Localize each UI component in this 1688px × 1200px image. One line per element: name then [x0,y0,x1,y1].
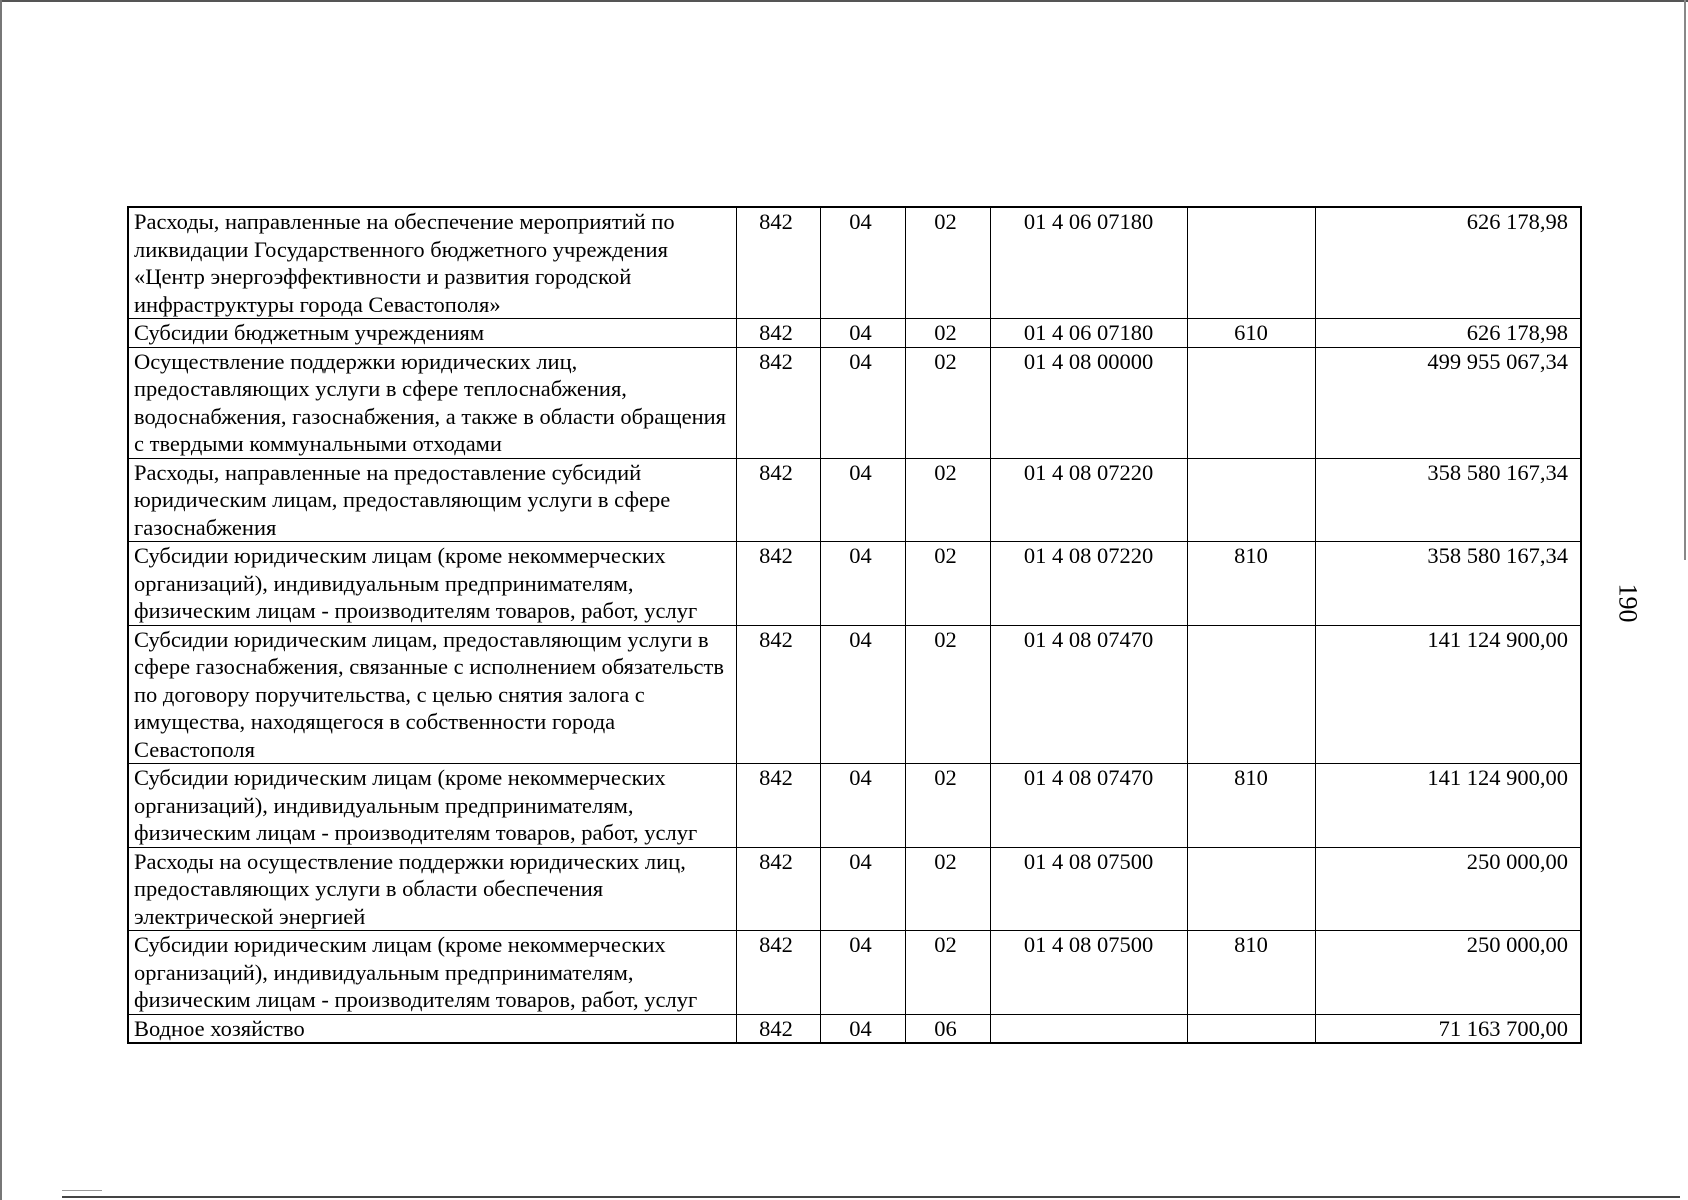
scan-edge-left [0,0,2,1200]
grbs-code-cell: 842 [736,847,820,931]
amount-cell: 358 580 167,34 [1315,542,1581,626]
subsection-code-cell: 02 [905,542,990,626]
subsection-code-cell: 02 [905,347,990,458]
grbs-code-cell: 842 [736,931,820,1015]
amount-cell: 250 000,00 [1315,847,1581,931]
table-row [128,319,1581,348]
section-code-cell: 04 [820,542,905,626]
expense-name-cell: Расходы на осуществление поддержки юридических лиц, предоставляющих услуги в области обеспечения электрической энергией [128,847,736,931]
subsection-code-cell: 02 [905,764,990,848]
grbs-code-cell: 842 [736,542,820,626]
table-body [128,207,1581,1043]
grbs-code-cell: 842 [736,458,820,542]
subsection-code-cell: 06 [905,1014,990,1043]
page-number: 190 [1613,583,1643,623]
target-article-cell: 01 4 06 07180 [990,319,1187,348]
expense-type-cell: 810 [1187,764,1315,848]
expense-name-cell: Субсидии бюджетным учреждениям [128,319,736,348]
amount-cell: 71 163 700,00 [1315,1014,1581,1043]
table-row [128,207,1581,319]
target-article-cell: 01 4 08 07500 [990,931,1187,1015]
subsection-code-cell: 02 [905,207,990,319]
expense-name-cell: Расходы, направленные на обеспечение мероприятий по ликвидации Государственного бюджетного учреждения «Центр энергоэффективности и развития городской инфраструктуры города Севастополя» [128,207,736,319]
table-row [128,1014,1581,1043]
section-code-cell: 04 [820,847,905,931]
amount-cell: 499 955 067,34 [1315,347,1581,458]
target-article-cell: 01 4 06 07180 [990,207,1187,319]
section-code-cell: 04 [820,207,905,319]
expense-type-cell: 610 [1187,319,1315,348]
expense-type-cell [1187,847,1315,931]
target-article-cell: 01 4 08 07470 [990,764,1187,848]
section-code-cell: 04 [820,347,905,458]
expense-name-cell: Субсидии юридическим лицам (кроме некоммерческих организаций), индивидуальным предпринимателям, физическим лицам - производителям товаров, работ, услуг [128,931,736,1015]
target-article-cell [990,1014,1187,1043]
scan-line-bottom-short [62,1190,102,1191]
subsection-code-cell: 02 [905,847,990,931]
expense-type-cell [1187,1014,1315,1043]
expense-type-cell [1187,625,1315,764]
table-row [128,458,1581,542]
grbs-code-cell: 842 [736,347,820,458]
expense-type-cell [1187,347,1315,458]
expense-name-cell: Субсидии юридическим лицам, предоставляющим услуги в сфере газоснабжения, связанные с исполнением обязательств по договору поручительства, с целью снятия залога с имущества, находящегося в собственности города Севастополя [128,625,736,764]
expense-type-cell [1187,207,1315,319]
table-row [128,625,1581,764]
expense-name-cell: Осуществление поддержки юридических лиц, предоставляющих услуги в сфере теплоснабжения, водоснабжения, газоснабжения, а также в области обращения с твердыми коммунальными отходами [128,347,736,458]
amount-cell: 626 178,98 [1315,319,1581,348]
target-article-cell: 01 4 08 07220 [990,542,1187,626]
amount-cell: 250 000,00 [1315,931,1581,1015]
target-article-cell: 01 4 08 07470 [990,625,1187,764]
table-row [128,347,1581,458]
section-code-cell: 04 [820,764,905,848]
budget-table [127,206,1582,1044]
grbs-code-cell: 842 [736,319,820,348]
grbs-code-cell: 842 [736,207,820,319]
expense-name-cell: Субсидии юридическим лицам (кроме некоммерческих организаций), индивидуальным предпринимателям, физическим лицам - производителям товаров, работ, услуг [128,542,736,626]
section-code-cell: 04 [820,458,905,542]
amount-cell: 141 124 900,00 [1315,625,1581,764]
target-article-cell: 01 4 08 07220 [990,458,1187,542]
grbs-code-cell: 842 [736,625,820,764]
grbs-code-cell: 842 [736,764,820,848]
expense-type-cell [1187,458,1315,542]
target-article-cell: 01 4 08 00000 [990,347,1187,458]
amount-cell: 141 124 900,00 [1315,764,1581,848]
expense-name-cell: Субсидии юридическим лицам (кроме некоммерческих организаций), индивидуальным предпринимателям, физическим лицам - производителям товаров, работ, услуг [128,764,736,848]
section-code-cell: 04 [820,1014,905,1043]
section-code-cell: 04 [820,625,905,764]
scan-edge-top [0,0,1688,2]
section-code-cell: 04 [820,319,905,348]
subsection-code-cell: 02 [905,458,990,542]
scan-edge-right [1684,0,1686,560]
subsection-code-cell: 02 [905,931,990,1015]
expense-type-cell: 810 [1187,542,1315,626]
amount-cell: 358 580 167,34 [1315,458,1581,542]
table-row [128,764,1581,848]
table-row [128,847,1581,931]
table-row [128,542,1581,626]
expense-name-cell: Водное хозяйство [128,1014,736,1043]
table-row [128,931,1581,1015]
scan-line-bottom [62,1196,1680,1198]
expense-name-cell: Расходы, направленные на предоставление субсидий юридическим лицам, предоставляющим услуги в сфере газоснабжения [128,458,736,542]
target-article-cell: 01 4 08 07500 [990,847,1187,931]
expense-type-cell: 810 [1187,931,1315,1015]
amount-cell: 626 178,98 [1315,207,1581,319]
grbs-code-cell: 842 [736,1014,820,1043]
section-code-cell: 04 [820,931,905,1015]
subsection-code-cell: 02 [905,625,990,764]
subsection-code-cell: 02 [905,319,990,348]
